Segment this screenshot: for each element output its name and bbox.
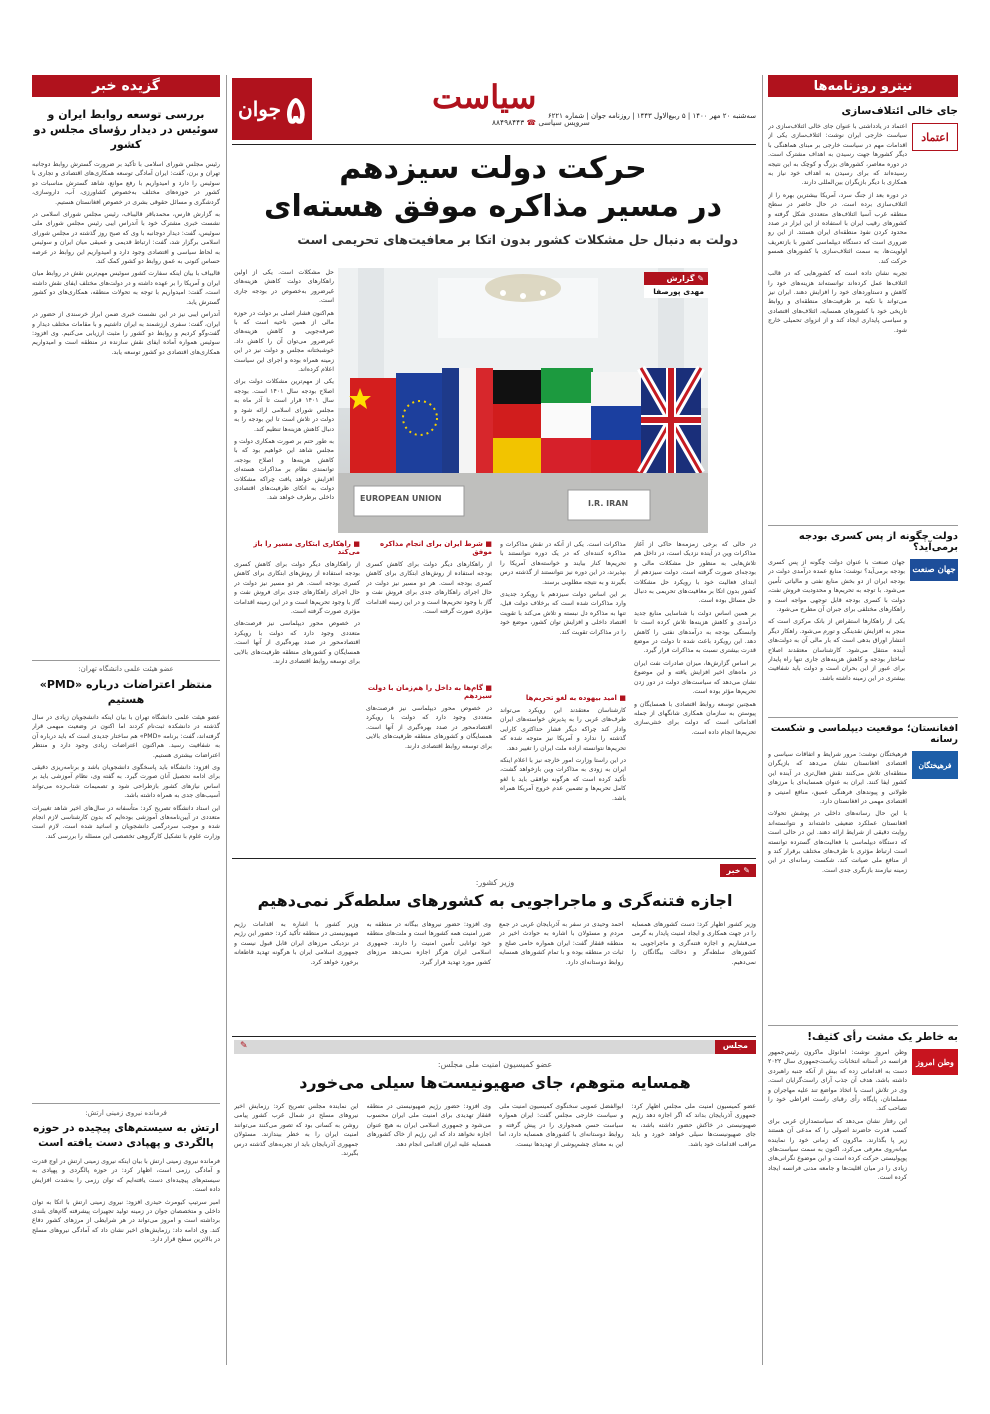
story-paragraph: در دوره بعد از جنگ سرد، آمریکا بیشترین بهره را از ائتلاف‌سازی برده است. در حال حاضر در سطح منطقه غرب آسیا ائتلاف‌های متعددی شکل گرفته و کشورهای رقیب ایران با استفاده از این ابزار در صدد محدود کردن نفوذ منطقه‌ای ایران هستند. از این رو ضروری است که دستگاه دیپلماسی کشور با بازتعریف اولویت‌ها، به سمت ائتلاف‌سازی با کشورهای همسو حرکت کند. (768, 191, 907, 265)
report-badge-label (644, 272, 708, 285)
masthead-rule (232, 144, 756, 145)
subhead-hope-text: امید بیهوده به لغو تحریم‌ها (525, 694, 617, 702)
bottom-story-col: این نماینده مجلس تصریح کرد: رزمایش اخیر نیروهای مسلح در شمال غرب کشور پیامی روشن به کسانی بود که تصور می‌کنند می‌توانند امنیت ایران را به خطر بیندازند. مسئولان جمهوری آذربایجان باید از تجربه‌های گذشته درس بگیرند. (234, 1103, 359, 1158)
press-review-3-title: افغانستان؛ موقعیت دیپلماسی و شکست رسانه (770, 723, 958, 745)
bottom-story-col: عضو کمیسیون امنیت ملی مجلس اظهار کرد: جمهوری آذربایجان بداند که اگر اجازه دهد رژیم صهیونیستی در خاکش حضور داشته باشد، به جای صهیونیست‌ها سیلی خواهد خورد و باید مراقب اقدامات خود باشد. (631, 1103, 756, 1148)
divider (768, 1025, 958, 1026)
mid-story-col: وزیر کشور اظهار کرد: دست کشورهای همسایه را در جهت همکاری و ایجاد امنیت پایدار به گرمی می‌فشاریم و اجازه فتنه‌گری و ماجراجویی به کشورهای سلطه‌گر و دخالت بیگانگان را نمی‌دهیم. (631, 921, 756, 966)
story-paragraph: بر این اساس دولت سیزدهم با رویکرد جدیدی وارد مذاکرات شده است که برخلاف دولت قبل، تنها به مذاکره دل نبسته و تلاش می‌کند با تقویت اقتصاد داخلی و افزایش توان کشور، موضع خود را در مذاکرات تقویت کند. (500, 591, 626, 636)
mid-story (234, 862, 756, 1032)
story-paragraph: از راهکارهای دیگر دولت برای کاهش کسری بودجه استفاده از روش‌های ابتکاری برای کاهش کسری بودجه است. هر دو مسیر نیز دولت در حال اجرای راهکارهای جدی برای فروش نفت و گاز با وجود تحریم‌ها است و در این زمینه اقدامات مؤثری صورت گرفته است. (366, 561, 492, 616)
mid-story-kicker: وزیر کشور: (475, 878, 515, 887)
main-body-col-5-text (234, 560, 360, 840)
etemad-logo (912, 123, 958, 151)
right-column-header-label: نیترو روزنامه‌ها (813, 78, 913, 94)
press-review-3 (768, 723, 958, 1030)
mid-story-col: وی افزود: حضور نیروهای بیگانه در منطقه به ضرر امنیت همه کشورها است و ملت‌های منطقه خود توانایی تأمین امنیت را دارند. جمهوری اسلامی ایران هرگز اجازه نمی‌دهد مرزهای کشور مورد تهدید قرار گیرد. (366, 921, 491, 966)
story-paragraph: از راهکارهای دیگر دولت برای کاهش کسری بودجه استفاده از روش‌های ابتکاری برای کاهش کسری بودجه است. هر دو مسیر نیز دولت در حال اجرای راهکارهای جدی برای فروش نفت و گاز با وجود تحریم‌ها است و در این زمینه اقدامات مؤثری صورت گرفته است. (234, 561, 360, 616)
divider (232, 858, 756, 859)
story-iran-swiss-body (32, 160, 220, 590)
dateline: سه‌شنبه ۲۰ مهر ۱۴۰۰ | ۵ ربیع‌الاول ۱۴۴۳ | روزنامه جوان | شماره ۶۲۲۱ (547, 112, 756, 120)
press-review-3-body (768, 750, 907, 1030)
story-pmd-body (32, 713, 220, 1113)
mid-story-title: اجازه فتنه‌گری و ماجراجویی به کشورهای سلطه‌گر نمی‌دهیم (257, 891, 733, 910)
press-review-4-body (768, 1048, 907, 1368)
story-army (32, 1109, 220, 1357)
story-paragraph: امیر سرتیپ کیومرث حیدری افزود: نیروی زمینی ارتش با اتکا به توان داخلی و متخصصان جوان در زمینه تولید تجهیزات پیشرفته گام‌های بلندی برداشته است و امروز می‌تواند در هر شرایطی از مرزهای کشور دفاع کند. وی ادامه داد: رزمایش‌های اخیر نشان داد که آمادگی نیروهای مسلح در بالاترین سطح قرار دارد. (32, 1198, 220, 1244)
left-column-header (32, 75, 220, 97)
story-paragraph: وطن امروز نوشت: امانوئل ماکرون رئیس‌جمهور فرانسه در آستانه انتخابات ریاست‌جمهوری سال ۲۰۲۲ دست به اقداماتی زده که بیش از آنکه جنبه راهبردی داشته باشد، هدف آن جذب آرای راست‌گرایان است. وی در تلاش است با اتخاذ مواضع تند علیه مهاجران و مسلمانان، پایگاه رأی رقبای راست افراطی خود را تصاحب کند. (768, 1049, 907, 1113)
main-body-col-2 (634, 540, 756, 850)
story-paragraph: با این حال رسانه‌های داخلی در پوشش تحولات افغانستان عملکرد ضعیفی داشته‌اند و نتوانسته‌اند روایت دقیقی از شرایط ارائه دهند. این در حالی است که دستگاه دیپلماسی با فعالیت‌های گسترده توانسته است ارتباط مؤثری با طرف‌های مختلف برقرار کند و از منافع ملی صیانت کند. شکست رسانه‌ای در این زمینه نیازمند بازنگری جدی است. (768, 810, 907, 874)
story-army-title: ارتش به سیستم‌های پیچیده در حوزه پالگردی و پهپادی دست یافته است (33, 1122, 219, 1149)
subhead-steps (366, 684, 492, 700)
bottom-story-kicker: عضو کمیسیون امنیت ملی مجلس: (437, 1060, 553, 1069)
nameplate-iran: I.R. IRAN (588, 499, 629, 508)
main-body-col-1 (234, 268, 334, 540)
subhead-condition (366, 540, 492, 556)
vatan-emrooz-logo-text: وطن امروز (916, 1057, 954, 1067)
farhikhtegan-logo (912, 751, 958, 779)
column-rule (226, 75, 227, 1365)
vatan-emrooz-logo (912, 1049, 958, 1075)
column-rule (762, 75, 763, 1365)
news-badge-text: خبر (726, 866, 741, 875)
news-badge (720, 864, 756, 877)
story-pmd-title: منتظر اعتراضات درباره «PMD» هستیم (39, 678, 213, 706)
story-paragraph: همچنین توسعه روابط اقتصادی با همسایگان و پیوستن به سازمان همکاری شانگهای از جمله اقداماتی است که دولت برای خنثی‌سازی تحریم‌ها انجام داده است. (634, 700, 756, 736)
report-badge (644, 272, 708, 298)
story-paragraph: آندراس ایبی نیز در این نشست خبری ضمن ابراز خرسندی از حضور در ایران، گفت: سفری ارزشمند به ایران داشتیم و با مقامات مختلف دیدار و گفت‌وگو کردیم و روابط دو کشور را مثبت ارزیابی می‌کنیم. وی افزود: سوئیس همواره آماده ایفای نقش سازنده در منطقه است و امیدواریم همکاری‌های اقتصادی دو کشور توسعه یابد. (32, 311, 220, 356)
story-paragraph: فرمانده نیروی زمینی ارتش با بیان اینکه نیروی زمینی ارتش در اوج قدرت و آمادگی رزمی است، اظهار کرد: در حوزه پالگردی و پهپادی به سیستم‌های پیچیده‌ای دست یافته‌ایم که توان رزمی را به‌شدت افزایش داده است. (32, 1158, 220, 1194)
subhead-initiative-text: راهکاری ابتکاری مسیر را باز می‌کند (253, 540, 360, 556)
subhead-hope (500, 694, 626, 702)
story-paragraph: فرهیختگان نوشت: مرور شرایط و اتفاقات سیاسی و اقتصادی افغانستان نشان می‌دهد که بازیگران منطقه‌ای تلاش می‌کنند نقش فعال‌تری در آینده این کشور ایفا کنند. ایران به عنوان همسایه‌ای با مرزهای طولانی و پیوندهای فرهنگی عمیق، منافع امنیتی و اقتصادی مهمی در افغانستان دارد. (768, 751, 907, 806)
mid-story-col: وزیر کشور با اشاره به اقدامات رژیم صهیونیستی در منطقه تأکید کرد: حضور این رژیم در نزدیکی مرزهای ایران قابل قبول نیست و جمهوری اسلامی ایران با هرگونه تهدید قاطعانه برخورد خواهد کرد. (234, 921, 359, 966)
story-pmd-kicker: عضو هیئت علمی دانشگاه تهران: (78, 665, 174, 673)
left-column-header-label: گزیده خبر (92, 78, 160, 94)
headline-line-1: حرکت دولت سیزدهم (339, 151, 647, 186)
story-paragraph: یکی از راهکارها استقراض از بانک مرکزی است که منجر به افزایش نقدینگی و تورم می‌شود. راهکار دیگر انتشار اوراق بدهی است که بار مالی آن به دولت‌های آینده منتقل می‌شود. کارشناسان معتقدند اصلاح ساختار بودجه و کاهش هزینه‌های جاری تنها راه پایدار برای عبور از این بحران است و دولت باید شفافیت بیشتری در این زمینه داشته باشد. (768, 618, 905, 682)
story-iran-swiss-title: بررسی توسعه روابط ایران و سوئیس در دیدار رؤسای مجلس دو کشور (33, 108, 219, 151)
story-paragraph: این استاد دانشگاه تصریح کرد: متأسفانه در سال‌های اخیر شاهد تغییرات متعددی در آیین‌نامه‌های آموزشی بوده‌ایم که بدون کارشناسی لازم انجام شده و موجب سردرگمی دانشجویان و اساتید شده است. لازم است وزارت علوم با تشکیل کارگروهی تخصصی این مسئله را بررسی کند. (32, 804, 220, 840)
parliament-icon: ✎ (240, 1041, 248, 1051)
chandelier-icon (485, 274, 561, 302)
report-author: مهدی پورصفا (644, 285, 708, 298)
masthead (232, 78, 756, 140)
bullet-square-icon: ■ (619, 694, 626, 702)
bottom-story-title: همسایه متوهم، جای صهیونیست‌ها سیلی می‌خورد (299, 1073, 691, 1092)
story-paragraph: بر اساس گزارش‌ها، میزان صادرات نفت ایران در ماه‌های اخیر افزایش یافته و این موضوع نشان می‌دهد که سیاست‌های دولت در دور زدن تحریم‌ها مؤثر بوده است. (634, 659, 756, 696)
bottom-story-col: وی افزود: حضور رژیم صهیونیستی در منطقه قفقاز تهدیدی برای امنیت ملی ایران محسوب می‌شود و جمهوری اسلامی ایران به هیچ عنوان اجازه نخواهد داد که این رژیم از خاک کشورهای همسایه علیه ایران اقدامی انجام دهد. (366, 1103, 491, 1148)
phone-number: ۸۸۴۹۸۴۴۳ (492, 118, 525, 127)
main-body-col-3 (500, 540, 626, 850)
main-body-col-4-text-2 (366, 704, 492, 864)
story-paragraph: مذاکرات است. یکی از آنکه در نقش مذاکرات و مذاکره کننده‌ای که در یک دوره نتوانستند با تحریم‌ها کنار بیایند و خواسته‌های آمریکا را بپذیرند، در این دوره نیز نتوانستند از گذشته درس بگیرند و به نتیجه مطلوبی برسند. (500, 541, 626, 586)
main-body-col-4-text (366, 560, 492, 680)
story-paragraph: وی افزود: دانشگاه باید پاسخگوی دانشجویان باشد و برنامه‌ریزی دقیقی برای ادامه تحصیل آنان صورت گیرد. به گفته وی، نظام آموزشی باید بر اساس نیازهای کشور بازطراحی شود و تصمیمات شتاب‌زده می‌تواند آسیب‌های جدی به همراه داشته باشد. (32, 764, 220, 800)
bottom-story-band (234, 1040, 756, 1054)
parliament-badge (715, 1040, 756, 1054)
story-paragraph: در خصوص محور دیپلماسی نیز فرصت‌های متعددی وجود دارد که دولت با رویکرد اقتصادمحور در صدد بهره‌گیری از آنها است. همسایگان و کشورهای منطقه ظرفیت‌های بالایی برای توسعه روابط اقتصادی دارند. (366, 705, 492, 750)
phone-icon: ☎ (526, 118, 536, 127)
story-paragraph: حل مشکلات است. یکی از اولین راهکارهای دولت کاهش هزینه‌های غیرضرور به‌خصوص در بودجه جاری است. (234, 269, 334, 305)
story-paragraph: هم‌اکنون فشار اصلی بر دولت در حوزه مالی از همین ناحیه است که با صرفه‌جویی و کاهش هزینه‌های غیرضرور می‌توان آن را کاهش داد. خوشبختانه مجلس و دولت نیز در این زمینه همراه بوده و اجرای این سیاست اعلام کرده‌اند. (234, 309, 334, 374)
headline-subhead: دولت به دنبال حل مشکلات کشور بدون اتکا بر معافیت‌های تحریمی است (297, 232, 738, 247)
story-paragraph: بر همین اساس دولت با شناسایی منابع جدید درآمدی و کاهش هزینه‌ها تلاش کرده است تا وابستگی بودجه به درآمدهای نفتی را کاهش دهد. این رویکرد باعث شده تا دولت در موضع قدرت بیشتری نسبت به مذاکرات قرار گیرد. (634, 609, 756, 655)
bullet-square-icon: ■ (353, 540, 360, 548)
jahan-sanat-logo-text: جهان صنعت (912, 565, 956, 575)
press-review-1-body (768, 122, 907, 532)
news-icon: ✎ (743, 866, 750, 875)
story-paragraph: رئیس مجلس شورای اسلامی با تأکید بر ضرورت گسترش روابط دوجانبه تهران و برن، گفت: ایران آمادگی توسعه همکاری‌های اقتصادی و تجاری با سوئیس را دارد و امیدواریم با رفع موانع، شاهد گسترش مناسبات دو کشور در حوزه‌های مختلف به‌خصوص کشاورزی، آب، داروسازی، گردشگری و مسائل حقوقی بشری در خصوص افغانستان هستیم. (32, 161, 220, 206)
newspaper-logo: جوان (238, 97, 281, 121)
right-column (768, 75, 958, 1365)
press-review-2-body (768, 558, 905, 723)
mid-story-col: احمد وحیدی در سفر به آذربایجان غربی در جمع مردم و مسئولان با اشاره به حوادث اخیر در منطقه قفقاز گفت: ایران همواره حامی صلح و ثبات در منطقه بوده و با تمام کشورهای همسایه روابط دوستانه‌ای دارد. (499, 921, 624, 966)
main-headline (238, 150, 748, 247)
divider (32, 1103, 220, 1104)
subhead-condition-text: شرط ایران برای انجام مذاکره موفق (379, 540, 492, 556)
story-army-body (32, 1157, 220, 1357)
press-review-4 (768, 1031, 958, 1368)
divider (32, 660, 220, 661)
farhikhtegan-logo-text: فرهیختگان (918, 760, 952, 770)
press-review-1 (768, 105, 958, 532)
page-badge (232, 78, 312, 140)
story-paragraph: در خصوص محور دیپلماسی نیز فرصت‌های متعددی وجود دارد که دولت با رویکرد اقتصادمحور در صدد بهره‌گیری از آنها است. همسایگان و کشورهای منطقه ظرفیت‌های بالایی برای توسعه روابط اقتصادی دارند. (234, 620, 360, 666)
section-title: سیاست (432, 78, 537, 116)
main-body-col-5 (234, 540, 360, 850)
press-review-2 (768, 531, 958, 723)
bottom-story-col: ابوالفضل عمویی سخنگوی کمیسیون امنیت ملی و سیاست خارجی مجلس گفت: ایران همواره سیاست حسن همجواری را در پیش گرفته و روابط دوستانه‌ای با کشورهای همسایه دارد، اما این به معنای چشم‌پوشی از تهدیدها نیست. (499, 1103, 624, 1148)
etemad-logo-text: اعتماد (921, 130, 949, 144)
headline-line-2: در مسیر مذاکره موفق هسته‌ای (263, 189, 723, 224)
press-review-1-title: جای خالی ائتلاف‌سازی (841, 105, 958, 117)
right-column-header (768, 75, 958, 97)
subhead-initiative (234, 540, 360, 556)
bullet-square-icon: ■ (485, 684, 492, 692)
story-paragraph: به گزارش فارس، محمدباقر قالیباف، رئیس مجلس شورای اسلامی در نشست خبری مشترک خود با آندراس ایبی رئیس مجلس شورای ملی سوئیس، گفت: دیدار دوجانبه با وی که صبح روز گذشته در مجلس شورای اسلامی برگزار شد، گفت: ارتباط قدیمی و عمیقی میان ایران و سوئیس به لحاظ سیاسی و اقتصادی وجود دارد و امیدواریم این روابط در عرصه حساس کنونی به عمق روابط دو کشور کمک کند. (32, 211, 220, 266)
story-paragraph: عضو هیئت علمی دانشگاه تهران با بیان اینکه دانشجویان زیادی در سال گذشته در دانشکده ثبت‌نام کردند اما اکنون در وضعیت مبهمی قرار گرفته‌اند، گفت: برنامه «PMD» هم ساختار جدیدی است که باید درباره آن به شفافیت رسید. هم‌اکنون اعتراضات زیادی وجود دارد و منتظر اعتراضات بیشتری هستیم. (32, 714, 220, 759)
story-paragraph: این رفتار نشان می‌دهد که سیاستمداران غربی برای کسب قدرت حاضرند اصولی را که مدعی آن هستند زیر پا بگذارند. ماکرون که زمانی خود را نماینده میانه‌روی معرفی می‌کرد، اکنون به سمت سیاست‌های پوپولیستی حرکت کرده است و این موضوع نگرانی‌های زیادی را در میان اقلیت‌ها و جامعه مدنی فرانسه ایجاد کرده است. (768, 1117, 907, 1182)
story-iran-swiss (32, 107, 220, 590)
bottom-story (234, 1040, 756, 1370)
divider (768, 717, 958, 718)
story-paragraph: در حالی که برخی زمزمه‌ها حاکی از آغاز مذاکرات وین در آینده نزدیک است، در داخل هم تلاش‌هایی به منظور حل مشکلات مالی و بودجه‌ای صورت گرفته است. دولت سیزدهم از ابتدای فعالیت خود با رویکرد حل مشکلات کشور بدون اتکا بر معافیت‌های تحریمی به دنبال حل مسائل بوده است. (634, 541, 756, 605)
divider (232, 1036, 756, 1037)
jahan-sanat-logo (910, 559, 958, 581)
section-sub-label: سرویس سیاسی (538, 118, 590, 127)
report-badge-text: گزارش (666, 274, 695, 283)
nameplate-eu: EUROPEAN UNION (360, 494, 442, 503)
press-review-2-title: دولت چگونه از پس کسری بودجه برمی‌آید؟ (798, 531, 958, 553)
bottom-story-body (234, 1102, 756, 1202)
main-body-col-3-text (500, 540, 626, 690)
story-paragraph: جهان صنعت با عنوان دولت چگونه از پس کسری بودجه برمی‌آید؟ نوشت: منابع عمده درآمدی دولت در بودجه ایران از دو بخش منابع نفتی و مالیاتی تأمین می‌شود. با توجه به تحریم‌ها و محدودیت فروش نفت، دولت با کسری بودجه قابل توجهی مواجه است و راهکارهای مختلفی برای جبران آن مطرح می‌شود. (768, 559, 905, 614)
main-body-col-4 (366, 540, 492, 850)
story-paragraph: کارشناسان معتقدند این رویکرد می‌تواند طرف‌های غربی را به پذیرش خواسته‌های ایران وادار کند چراکه دیگر فشار حداکثری کارایی گذشته را ندارد و آمریکا نیز متوجه شده که تحریم‌ها نتوانسته اراده ملت ایران را تغییر دهد. (500, 707, 626, 752)
subhead-steps-text: گام‌ها به داخل را هم‌زمان با دولت سیزدهم (367, 684, 492, 700)
main-photo (338, 268, 708, 533)
mid-story-body (234, 920, 756, 1020)
story-army-kicker: فرمانده نیروی زمینی ارتش: (85, 1109, 167, 1117)
report-icon: ✎ (697, 274, 704, 283)
story-pmd (32, 665, 220, 1113)
story-paragraph: در این راستا وزارت امور خارجه نیز با اعلام اینکه ایران به زودی به مذاکرات وین بازخواهد گشت، تأکید کرده است که هرگونه توافقی باید با لغو کامل تحریم‌ها و تضمین عدم خروج آمریکا همراه باشد. (500, 757, 626, 802)
parliament-badge-text: مجلس (722, 1041, 748, 1050)
story-paragraph: تجربه نشان داده است که کشورهایی که در قالب ائتلاف‌ها عمل کرده‌اند توانسته‌اند هزینه‌های خود را کاهش و دستاوردهای خود را افزایش دهند. ایران نیز می‌تواند با تکیه بر ظرفیت‌های منطقه‌ای و روابط تاریخی خود با کشورهای همسایه، ائتلاف‌های اقتصادی و سیاسی پایداری ایجاد کند و از انزوای تحمیلی خارج شود. (768, 270, 907, 334)
story-paragraph: یکی از مهم‌ترین مشکلات دولت برای اصلاح بودجه سال ۱۴۰۱ است. بودجه سال ۱۴۰۱ قرار است تا آذر ماه به مجلس شورای اسلامی ارائه شود و دولت در تلاش است تا این بودجه را به دنبال کاهش هزینه‌ها تنظیم کند. (234, 378, 334, 433)
bullet-square-icon: ■ (485, 540, 492, 548)
divider (768, 525, 958, 526)
story-paragraph: اعتماد در یادداشتی با عنوان جای خالی ائتلاف‌سازی در سیاست خارجی ایران نوشت: ائتلاف‌سازی یکی از اقدامات مهم در سیاست خارجی بر مبنای هماهنگی با دیگر کشورها جهت رسیدن به اهداف مشترک است. در دوره معاصر، کشورهای بزرگ و کوچک به این نتیجه رسیده‌اند که برای رسیدن به اهداف خود نیاز به همکاری با دیگر بازیگران بین‌المللی دارند. (768, 123, 907, 187)
story-paragraph: قالیباف با بیان اینکه سفارت کشور سوئیس مهم‌ترین نقش در روابط میان ایران و آمریکا را بر عهده داشته و در دولت‌های مختلف ایفای نقش داشته است، گفت: امیدواریم با توجه به تحولات منطقه، همکاری‌های دو کشور گسترش یابد. (32, 270, 220, 306)
page-number: ۵ (285, 86, 306, 132)
left-column (32, 75, 220, 1365)
story-paragraph: به طور حتم بر صورت همکاری دولت و مجلس شاهد این خواهیم بود که با کاهش هزینه‌ها و اصلاح بودجه، توانمندی نظام بر مذاکرات هسته‌ای افزایش خواهد یافت چراکه مشکلات دولت به اتکای ظرفیت‌های اقتصادی داخلی برطرف خواهد شد. (234, 437, 334, 502)
press-review-4-title: به خاطر یک مشت رأی کثیف! (807, 1031, 958, 1043)
main-body-col-3-text-2 (500, 706, 626, 846)
